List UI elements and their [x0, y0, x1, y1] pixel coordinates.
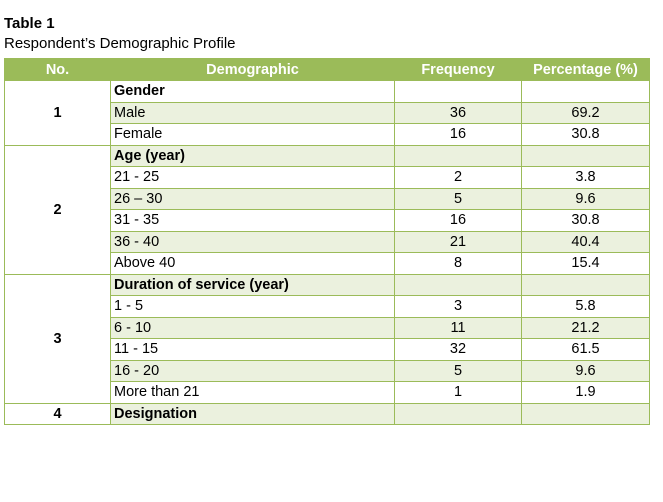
- empty-cell: [522, 403, 650, 425]
- demographic-table: [4, 58, 650, 425]
- percentage-cell: 9.6: [522, 188, 650, 210]
- header-row: [5, 59, 650, 81]
- demographic-cell: 26 – 30: [111, 188, 395, 210]
- group-row: [5, 145, 650, 167]
- empty-cell: [395, 145, 522, 167]
- header-demographic: Demographic: [111, 59, 395, 81]
- demographic-cell: 16 - 20: [111, 360, 395, 382]
- demographic-cell: 1 - 5: [111, 296, 395, 318]
- frequency-cell: 11: [395, 317, 522, 339]
- percentage-cell: 69.2: [522, 102, 650, 124]
- group-number: 2: [5, 145, 111, 274]
- group-row: [5, 81, 650, 103]
- demographic-cell: Female: [111, 124, 395, 146]
- frequency-cell: 5: [395, 188, 522, 210]
- table-number: Table 1: [4, 15, 55, 32]
- header-frequency: Frequency: [395, 59, 522, 81]
- group-label: Age (year): [111, 145, 395, 167]
- group-label: Designation: [111, 403, 395, 425]
- frequency-cell: 1: [395, 382, 522, 404]
- demographic-cell: 6 - 10: [111, 317, 395, 339]
- group-label: Duration of service (year): [111, 274, 395, 296]
- percentage-cell: 3.8: [522, 167, 650, 189]
- demographic-cell: Above 40: [111, 253, 395, 275]
- percentage-cell: 15.4: [522, 253, 650, 275]
- empty-cell: [395, 274, 522, 296]
- frequency-cell: 21: [395, 231, 522, 253]
- demographic-cell: 36 - 40: [111, 231, 395, 253]
- percentage-cell: 21.2: [522, 317, 650, 339]
- group-number: 4: [5, 403, 111, 425]
- percentage-cell: 9.6: [522, 360, 650, 382]
- group-label: Gender: [111, 81, 395, 103]
- frequency-cell: 16: [395, 124, 522, 146]
- percentage-cell: 5.8: [522, 296, 650, 318]
- percentage-cell: 30.8: [522, 210, 650, 232]
- group-row: [5, 403, 650, 425]
- empty-cell: [395, 81, 522, 103]
- header-no: No.: [5, 59, 111, 81]
- frequency-cell: 8: [395, 253, 522, 275]
- empty-cell: [395, 403, 522, 425]
- demographic-cell: 11 - 15: [111, 339, 395, 361]
- empty-cell: [522, 81, 650, 103]
- empty-cell: [522, 274, 650, 296]
- demographic-cell: More than 21: [111, 382, 395, 404]
- group-number: 1: [5, 81, 111, 146]
- frequency-cell: 2: [395, 167, 522, 189]
- percentage-cell: 61.5: [522, 339, 650, 361]
- percentage-cell: 30.8: [522, 124, 650, 146]
- demographic-cell: Male: [111, 102, 395, 124]
- group-number: 3: [5, 274, 111, 403]
- frequency-cell: 32: [395, 339, 522, 361]
- frequency-cell: 16: [395, 210, 522, 232]
- percentage-cell: 40.4: [522, 231, 650, 253]
- table-caption: [4, 14, 236, 54]
- group-row: [5, 274, 650, 296]
- demographic-cell: 31 - 35: [111, 210, 395, 232]
- table-body: [5, 81, 650, 425]
- demographic-cell: 21 - 25: [111, 167, 395, 189]
- percentage-cell: 1.9: [522, 382, 650, 404]
- frequency-cell: 3: [395, 296, 522, 318]
- table-title: Respondent’s Demographic Profile: [4, 35, 236, 52]
- empty-cell: [522, 145, 650, 167]
- frequency-cell: 36: [395, 102, 522, 124]
- header-percentage: Percentage (%): [522, 59, 650, 81]
- frequency-cell: 5: [395, 360, 522, 382]
